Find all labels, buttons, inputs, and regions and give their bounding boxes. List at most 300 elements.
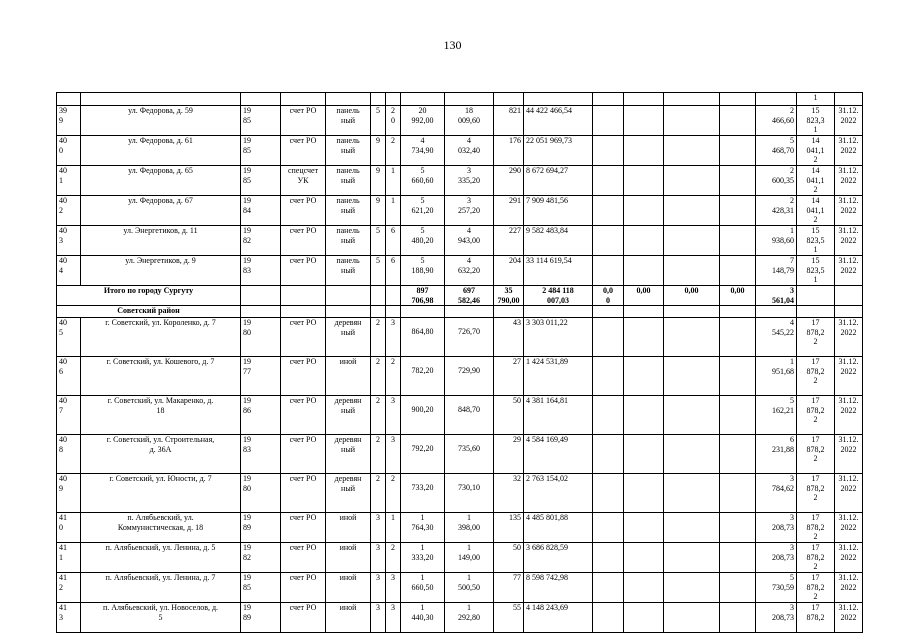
floors-cell: 5 [371, 226, 386, 256]
year-cell: 19 86 [241, 396, 281, 435]
year-cell: 19 85 [241, 106, 281, 136]
table-row [57, 357, 863, 396]
residents-cell: 77 [494, 573, 524, 603]
table-cell [624, 396, 664, 435]
table-cell [386, 286, 401, 306]
table-cell [720, 136, 756, 166]
date-cell: 31.12. 2022 [835, 136, 863, 166]
table-cell [664, 306, 720, 318]
table-cell [720, 603, 756, 633]
table-row [57, 543, 863, 573]
entrances-cell: 3 [386, 396, 401, 435]
total-zero-cell: 0,00 [664, 286, 720, 306]
total-zero-cell: 0,00 [624, 286, 664, 306]
table-cell [797, 306, 835, 318]
table-cell [494, 306, 524, 318]
table-cell [593, 474, 624, 513]
date-cell: 31.12. 2022 [835, 513, 863, 543]
living-area-cell: 729,90 [445, 357, 494, 396]
table-row [57, 93, 863, 106]
year-cell: 19 83 [241, 256, 281, 286]
residents-cell: 291 [494, 196, 524, 226]
year-cell: 19 85 [241, 573, 281, 603]
table-cell [624, 136, 664, 166]
fund-cell: счет РО [281, 318, 326, 357]
table-cell [720, 256, 756, 286]
total-area-cell: 5 480,20 [401, 226, 445, 256]
living-area-cell: 1 149,00 [445, 543, 494, 573]
limit-cost-cell: 17 878,2 2 [797, 318, 835, 357]
address-cell: г. Советский, ул. Юности, д. 7 [81, 474, 241, 513]
material-cell: панель ный [326, 256, 371, 286]
table-cell [593, 603, 624, 633]
table-row [57, 474, 863, 513]
entrances-cell: 3 [386, 318, 401, 357]
row-number-cell: 40 4 [57, 256, 81, 286]
floors-cell: 2 [371, 357, 386, 396]
table-cell [664, 543, 720, 573]
living-area-cell: 730,10 [445, 474, 494, 513]
table-cell [624, 573, 664, 603]
table-cell [720, 226, 756, 256]
table-cell [664, 513, 720, 543]
limit-cost-cell: 14 041,1 2 [797, 166, 835, 196]
cost-cell: 4 584 169,49 [524, 435, 593, 474]
table-row [57, 196, 863, 226]
material-cell: иной [326, 513, 371, 543]
limit-cost-cell: 17 878,2 2 [797, 474, 835, 513]
residents-cell: 55 [494, 603, 524, 633]
section-row [57, 306, 863, 318]
table-cell [664, 226, 720, 256]
cost-cell: 3 686 828,59 [524, 543, 593, 573]
table-cell [624, 256, 664, 286]
table-cell [720, 435, 756, 474]
entrances-cell: 6 [386, 256, 401, 286]
table-cell [720, 357, 756, 396]
table-cell [593, 357, 624, 396]
row-number-cell: 40 1 [57, 166, 81, 196]
cost-cell: 8 672 694,27 [524, 166, 593, 196]
cost-cell: 8 598 742,98 [524, 573, 593, 603]
fund-cell: счет РО [281, 226, 326, 256]
living-area-cell: 3 335,20 [445, 166, 494, 196]
total-area-cell: 1 440,30 [401, 603, 445, 633]
total-area-cell: 4 734,90 [401, 136, 445, 166]
table-cell [371, 306, 386, 318]
residents-cell: 32 [494, 474, 524, 513]
residents-cell: 50 [494, 396, 524, 435]
row-number-cell: 40 6 [57, 357, 81, 396]
table-row [57, 435, 863, 474]
total-zero-cell: 0,0 0 [593, 286, 624, 306]
table-cell [835, 306, 863, 318]
table-cell [386, 306, 401, 318]
living-area-cell: 1 398,00 [445, 513, 494, 543]
unit-cost-cell: 2 466,60 [756, 106, 797, 136]
fund-cell: счет РО [281, 474, 326, 513]
table-cell [720, 306, 756, 318]
residents-cell: 821 [494, 106, 524, 136]
year-cell: 19 85 [241, 166, 281, 196]
total-area-cell: 733,20 [401, 474, 445, 513]
floors-cell: 2 [371, 435, 386, 474]
total-area-cell: 20 992,00 [401, 106, 445, 136]
total-area-cell: 5 188,90 [401, 256, 445, 286]
table-cell [593, 435, 624, 474]
total-area-cell: 5 621,20 [401, 196, 445, 226]
material-cell: панель ный [326, 106, 371, 136]
table-cell [835, 286, 863, 306]
living-area-cell: 848,70 [445, 396, 494, 435]
address-cell: п. Алябьевский, ул. Ленина, д. 7 [81, 573, 241, 603]
limit-cost-cell: 15 823,5 1 [797, 256, 835, 286]
table-cell [326, 286, 371, 306]
unit-cost-cell: 6 231,88 [756, 435, 797, 474]
table-cell [664, 474, 720, 513]
floors-cell: 2 [371, 318, 386, 357]
table-row [57, 136, 863, 166]
table-cell [664, 256, 720, 286]
table-cell [445, 306, 494, 318]
residents-cell: 135 [494, 513, 524, 543]
unit-cost-cell: 3 208,73 [756, 543, 797, 573]
unit-cost-cell: 5 162,21 [756, 396, 797, 435]
fund-cell: счет РО [281, 573, 326, 603]
residents-cell: 29 [494, 435, 524, 474]
total-living-area-cell: 697 582,46 [445, 286, 494, 306]
limit-cost-cell: 17 878,2 2 [797, 357, 835, 396]
entrances-cell: 3 [386, 435, 401, 474]
table-cell [624, 357, 664, 396]
table-cell [593, 136, 624, 166]
entrances-cell: 2 [386, 543, 401, 573]
unit-cost-cell: 4 545,22 [756, 318, 797, 357]
address-cell: ул. Федорова, д. 67 [81, 196, 241, 226]
table-cell [593, 318, 624, 357]
total-area-cell: 1 333,20 [401, 543, 445, 573]
address-cell: ул. Федорова, д. 59 [81, 106, 241, 136]
year-cell: 19 77 [241, 357, 281, 396]
row-number-cell: 41 0 [57, 513, 81, 543]
material-cell: деревян ный [326, 318, 371, 357]
total-area-cell: 5 660,60 [401, 166, 445, 196]
table-cell [720, 573, 756, 603]
total-area-cell: 1 660,50 [401, 573, 445, 603]
living-area-cell: 4 032,40 [445, 136, 494, 166]
table-cell [664, 196, 720, 226]
table-cell [401, 306, 445, 318]
row-number-cell: 41 3 [57, 603, 81, 633]
unit-cost-cell: 3 784,62 [756, 474, 797, 513]
date-cell: 31.12. 2022 [835, 318, 863, 357]
table-cell [720, 106, 756, 136]
total-area-cell: 782,20 [401, 357, 445, 396]
material-cell: панель ный [326, 226, 371, 256]
limit-cost-cell: 15 823,5 1 [797, 226, 835, 256]
total-residents-cell: 35 790,00 [494, 286, 524, 306]
unit-cost-cell: 1 938,60 [756, 226, 797, 256]
row-number-cell: 41 1 [57, 543, 81, 573]
limit-cost-cell: 17 878,2 2 [797, 396, 835, 435]
top-fragment-cell: 1 [797, 93, 835, 106]
living-area-cell: 3 257,20 [445, 196, 494, 226]
cost-cell: 4 148 243,69 [524, 603, 593, 633]
table-cell [720, 396, 756, 435]
unit-cost-cell: 3 208,73 [756, 513, 797, 543]
table-cell [664, 166, 720, 196]
floors-cell: 3 [371, 513, 386, 543]
table-cell [593, 226, 624, 256]
total-zero-cell: 0,00 [720, 286, 756, 306]
material-cell: иной [326, 357, 371, 396]
year-cell: 19 85 [241, 136, 281, 166]
year-cell: 19 89 [241, 603, 281, 633]
table-cell [524, 306, 593, 318]
table-cell [593, 166, 624, 196]
residents-cell: 43 [494, 318, 524, 357]
date-cell: 31.12. 2022 [835, 435, 863, 474]
floors-cell: 9 [371, 136, 386, 166]
address-cell: ул. Федорова, д. 65 [81, 166, 241, 196]
limit-cost-cell: 14 041,1 2 [797, 136, 835, 166]
fund-cell: счет РО [281, 435, 326, 474]
table-cell [593, 543, 624, 573]
table-cell [371, 286, 386, 306]
fund-cell: спецсчет УК [281, 166, 326, 196]
table-cell [720, 196, 756, 226]
table-row [57, 513, 863, 543]
table-cell [720, 318, 756, 357]
living-area-cell: 726,70 [445, 318, 494, 357]
fund-cell: счет РО [281, 357, 326, 396]
material-cell: панель ный [326, 166, 371, 196]
unit-cost-cell: 3 208,73 [756, 603, 797, 633]
entrances-cell: 1 [386, 166, 401, 196]
limit-cost-cell: 17 878,2 2 [797, 573, 835, 603]
total-area-cell: 897 706,98 [401, 286, 445, 306]
floors-cell: 2 [371, 396, 386, 435]
page-number: 130 [443, 38, 462, 52]
year-cell: 19 82 [241, 543, 281, 573]
cost-cell: 9 582 483,84 [524, 226, 593, 256]
cost-cell: 7 909 481,56 [524, 196, 593, 226]
limit-cost-cell: 17 878,2 2 [797, 513, 835, 543]
entrances-cell: 2 [386, 357, 401, 396]
limit-cost-cell: 15 823,3 1 [797, 106, 835, 136]
date-cell: 31.12. 2022 [835, 573, 863, 603]
table-cell [664, 106, 720, 136]
table-cell [720, 543, 756, 573]
table-cell [664, 603, 720, 633]
table-cell [281, 306, 326, 318]
fund-cell: счет РО [281, 513, 326, 543]
address-cell: ул. Энергетиков, д. 9 [81, 256, 241, 286]
material-cell: деревян ный [326, 435, 371, 474]
table-cell [624, 306, 664, 318]
date-cell: 31.12. 2022 [835, 166, 863, 196]
floors-cell: 5 [371, 106, 386, 136]
year-cell: 19 89 [241, 513, 281, 543]
table-cell [664, 357, 720, 396]
limit-cost-cell: 17 878,2 [797, 603, 835, 633]
table-cell [664, 136, 720, 166]
table-cell [624, 513, 664, 543]
entrances-cell: 2 0 [386, 106, 401, 136]
year-cell: 19 80 [241, 474, 281, 513]
fund-cell: счет РО [281, 396, 326, 435]
entrances-cell: 3 [386, 573, 401, 603]
row-number-cell: 40 9 [57, 474, 81, 513]
residents-cell: 50 [494, 543, 524, 573]
limit-cost-cell: 17 878,2 2 [797, 543, 835, 573]
floors-cell: 3 [371, 573, 386, 603]
table-cell [624, 543, 664, 573]
address-cell: ул. Федорова, д. 61 [81, 136, 241, 166]
table-row [57, 573, 863, 603]
unit-cost-cell: 7 148,79 [756, 256, 797, 286]
material-cell: иной [326, 573, 371, 603]
row-number-cell: 40 5 [57, 318, 81, 357]
material-cell: деревян ный [326, 396, 371, 435]
fund-cell: счет РО [281, 256, 326, 286]
row-number-cell: 40 0 [57, 136, 81, 166]
table-row [57, 106, 863, 136]
fund-cell: счет РО [281, 543, 326, 573]
cost-cell: 22 051 969,73 [524, 136, 593, 166]
living-area-cell: 1 292,80 [445, 603, 494, 633]
cost-cell: 3 303 011,22 [524, 318, 593, 357]
table-cell [281, 286, 326, 306]
cost-cell: 33 114 619,54 [524, 256, 593, 286]
unit-cost-cell: 2 428,31 [756, 196, 797, 226]
living-area-cell: 18 009,60 [445, 106, 494, 136]
material-cell: иной [326, 543, 371, 573]
table-cell [593, 513, 624, 543]
residents-cell: 176 [494, 136, 524, 166]
table-cell [797, 286, 835, 306]
cost-cell: 1 424 531,89 [524, 357, 593, 396]
total-area-cell: 1 764,30 [401, 513, 445, 543]
floors-cell: 9 [371, 196, 386, 226]
unit-cost-cell: 5 730,59 [756, 573, 797, 603]
unit-cost-cell: 1 951,68 [756, 357, 797, 396]
table-cell [664, 396, 720, 435]
floors-cell: 5 [371, 256, 386, 286]
table-cell [720, 513, 756, 543]
table-cell [720, 474, 756, 513]
entrances-cell: 6 [386, 226, 401, 256]
floors-cell: 3 [371, 543, 386, 573]
date-cell: 31.12. 2022 [835, 106, 863, 136]
table-cell [756, 306, 797, 318]
date-cell: 31.12. 2022 [835, 256, 863, 286]
floors-cell: 9 [371, 166, 386, 196]
row-number-cell: 40 8 [57, 435, 81, 474]
living-area-cell: 4 943,00 [445, 226, 494, 256]
residents-cell: 290 [494, 166, 524, 196]
table-cell [624, 226, 664, 256]
address-cell: г. Советский, ул. Макаренко, д. 18 [81, 396, 241, 435]
table-cell [624, 318, 664, 357]
row-number-cell: 39 9 [57, 106, 81, 136]
residents-cell: 27 [494, 357, 524, 396]
table-cell [624, 474, 664, 513]
residents-cell: 227 [494, 226, 524, 256]
entrances-cell: 1 [386, 196, 401, 226]
address-cell: п. Алябьевский, ул. Коммунистическая, д. 18 [81, 513, 241, 543]
material-cell: деревян ный [326, 474, 371, 513]
year-cell: 19 83 [241, 435, 281, 474]
limit-cost-cell: 17 878,2 2 [797, 435, 835, 474]
row-number-cell: 40 3 [57, 226, 81, 256]
table-row [57, 318, 863, 357]
entrances-cell: 3 [386, 603, 401, 633]
date-cell: 31.12. 2022 [835, 603, 863, 633]
cost-cell: 2 763 154,02 [524, 474, 593, 513]
table-cell [664, 318, 720, 357]
fund-cell: счет РО [281, 603, 326, 633]
table-row [57, 256, 863, 286]
entrances-cell: 1 [386, 513, 401, 543]
date-cell: 31.12. 2022 [835, 196, 863, 226]
total-label: Итого по городу Сургуту [57, 286, 241, 306]
table-row [57, 166, 863, 196]
living-area-cell: 1 500,50 [445, 573, 494, 603]
material-cell: панель ный [326, 196, 371, 226]
address-cell: п. Алябьевский, ул. Ленина, д. 5 [81, 543, 241, 573]
material-cell: панель ный [326, 136, 371, 166]
address-cell: г. Советский, ул. Короленко, д. 7 [81, 318, 241, 357]
date-cell: 31.12. 2022 [835, 543, 863, 573]
table-cell [664, 435, 720, 474]
date-cell: 31.12. 2022 [835, 226, 863, 256]
table-cell [624, 166, 664, 196]
total-area-cell: 864,80 [401, 318, 445, 357]
residents-cell: 204 [494, 256, 524, 286]
section-heading: Советский район [57, 306, 241, 318]
cost-cell: 44 422 466,54 [524, 106, 593, 136]
year-cell: 19 82 [241, 226, 281, 256]
living-area-cell: 735,60 [445, 435, 494, 474]
total-area-cell: 792,20 [401, 435, 445, 474]
table-cell [593, 396, 624, 435]
limit-cost-cell: 14 041,1 2 [797, 196, 835, 226]
table-cell [241, 286, 281, 306]
table-cell [624, 106, 664, 136]
table-cell [624, 435, 664, 474]
table-cell [624, 603, 664, 633]
material-cell: иной [326, 603, 371, 633]
address-cell: г. Советский, ул. Строительная, д. 36А [81, 435, 241, 474]
housing-registry-table [56, 92, 863, 633]
address-cell: п. Алябьевский, ул. Новоселов, д. 5 [81, 603, 241, 633]
total-cost-cell: 2 484 118 007,03 [524, 286, 593, 306]
entrances-cell: 2 [386, 474, 401, 513]
table-cell [624, 196, 664, 226]
row-number-cell: 41 2 [57, 573, 81, 603]
table-cell [593, 106, 624, 136]
table-cell [593, 573, 624, 603]
cost-cell: 4 381 164,81 [524, 396, 593, 435]
total-area-cell: 900,20 [401, 396, 445, 435]
fund-cell: счет РО [281, 136, 326, 166]
address-cell: г. Советский, ул. Кошевого, д. 7 [81, 357, 241, 396]
table-row [57, 603, 863, 633]
table-cell [326, 306, 371, 318]
cost-cell: 4 485 801,88 [524, 513, 593, 543]
total-row [57, 286, 863, 306]
